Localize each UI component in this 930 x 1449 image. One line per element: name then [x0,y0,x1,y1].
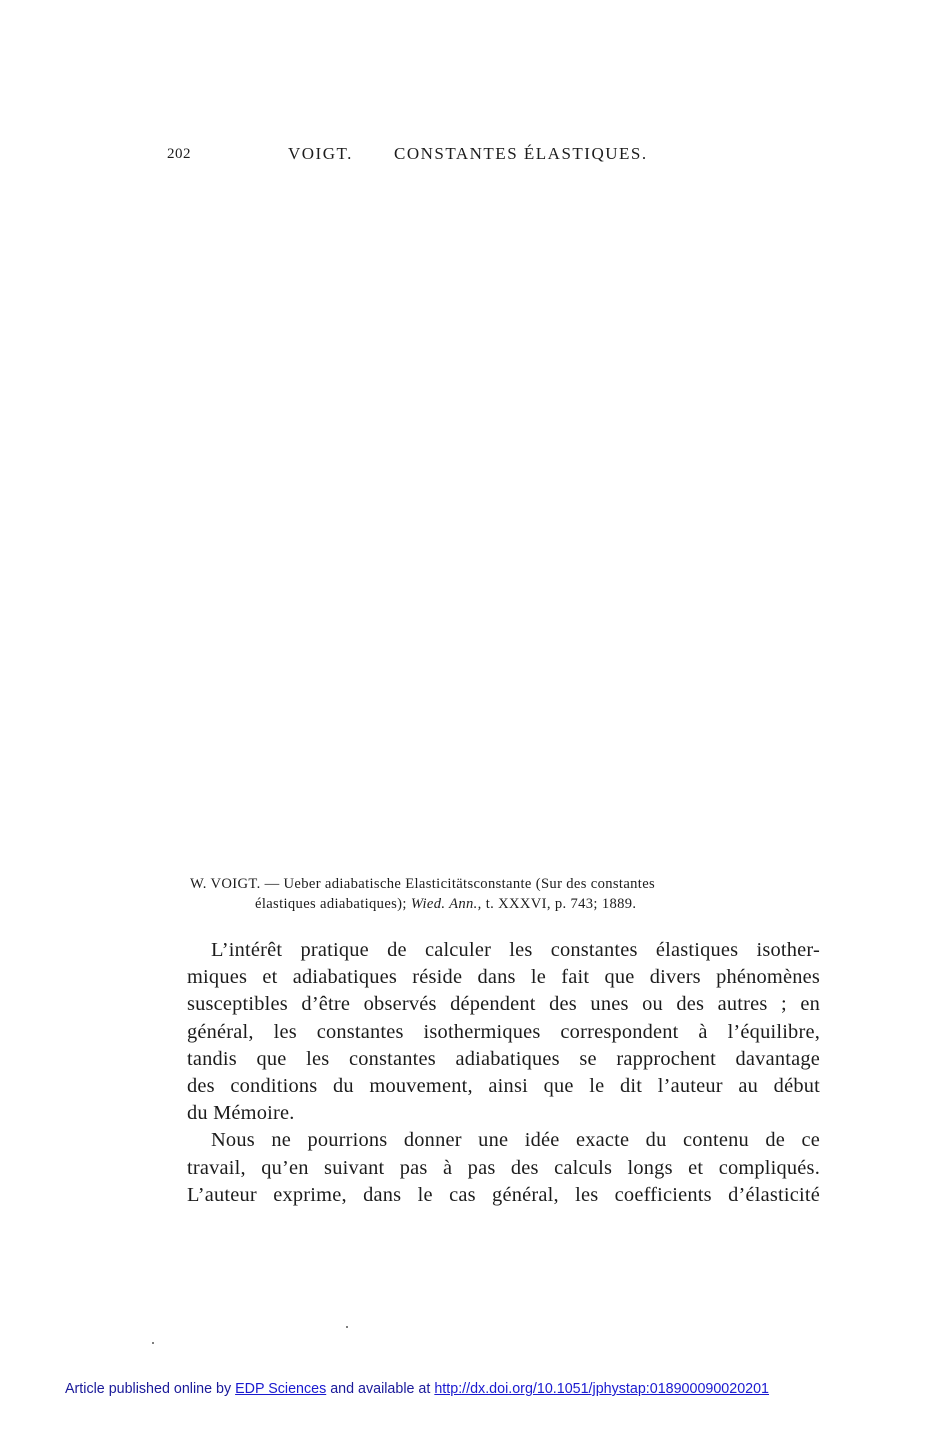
running-head-author: VOIGT. [288,144,353,163]
text-line: tandis que les constantes adiabatiques se rapprochent davantage [187,1047,820,1070]
reference-dash: — [264,876,280,892]
text-line: L’auteur exprime, dans le cas général, les coefficients d’élasticité [187,1183,820,1206]
article-body [187,937,820,1209]
text-line: miques et adiabatiques réside dans le fait que divers phénomènes [187,966,820,989]
text-line: L’intérêt pratique de calculer les constantes élastiques isother- [211,939,820,961]
bibliographic-reference [190,874,815,914]
paragraph-1 [187,937,820,1127]
scan-speck [152,1342,154,1344]
reference-title-continued: élastiques adiabatiques); [255,896,407,912]
running-head-title: CONSTANTES ÉLASTIQUES. [394,144,648,163]
reference-author: W. VOIGT. [190,876,261,892]
publisher-link[interactable]: EDP Sciences [235,1381,327,1397]
footer-middle: and available at [330,1381,431,1397]
footer-prefix: Article published online by [65,1381,232,1397]
page-number: 202 [167,146,191,162]
reference-journal: Wied. Ann., [410,896,482,912]
reference-details: t. XXXVI, p. 743; 1889. [485,896,637,912]
reference-line-2 [190,894,815,914]
scan-speck [346,1326,348,1328]
scan-specks [152,1322,352,1346]
text-line: général, les constantes isothermiques correspondent à l’équilibre, [187,1020,820,1043]
text-line: des conditions du mouvement, ainsi que le dit l’auteur au début [187,1075,820,1098]
text-line: travail, qu’en suivant pas à pas des calculs longs et compliqués. [187,1156,820,1179]
reference-line-1 [190,874,815,894]
text-line: susceptibles d’être observés dépendent des unes ou des autres ; en [187,993,820,1016]
text-line: du Mémoire. [187,1102,295,1125]
publication-footer [65,1381,769,1397]
doi-link[interactable]: http://dx.doi.org/10.1051/jphystap:018900090020201 [434,1381,770,1397]
text-line: Nous ne pourrions donner une idée exacte du contenu de ce [211,1129,820,1152]
reference-title: Ueber adiabatische Elasticitätsconstante (Sur des constantes [283,876,656,892]
paragraph-2 [187,1127,820,1209]
running-head [167,144,707,166]
